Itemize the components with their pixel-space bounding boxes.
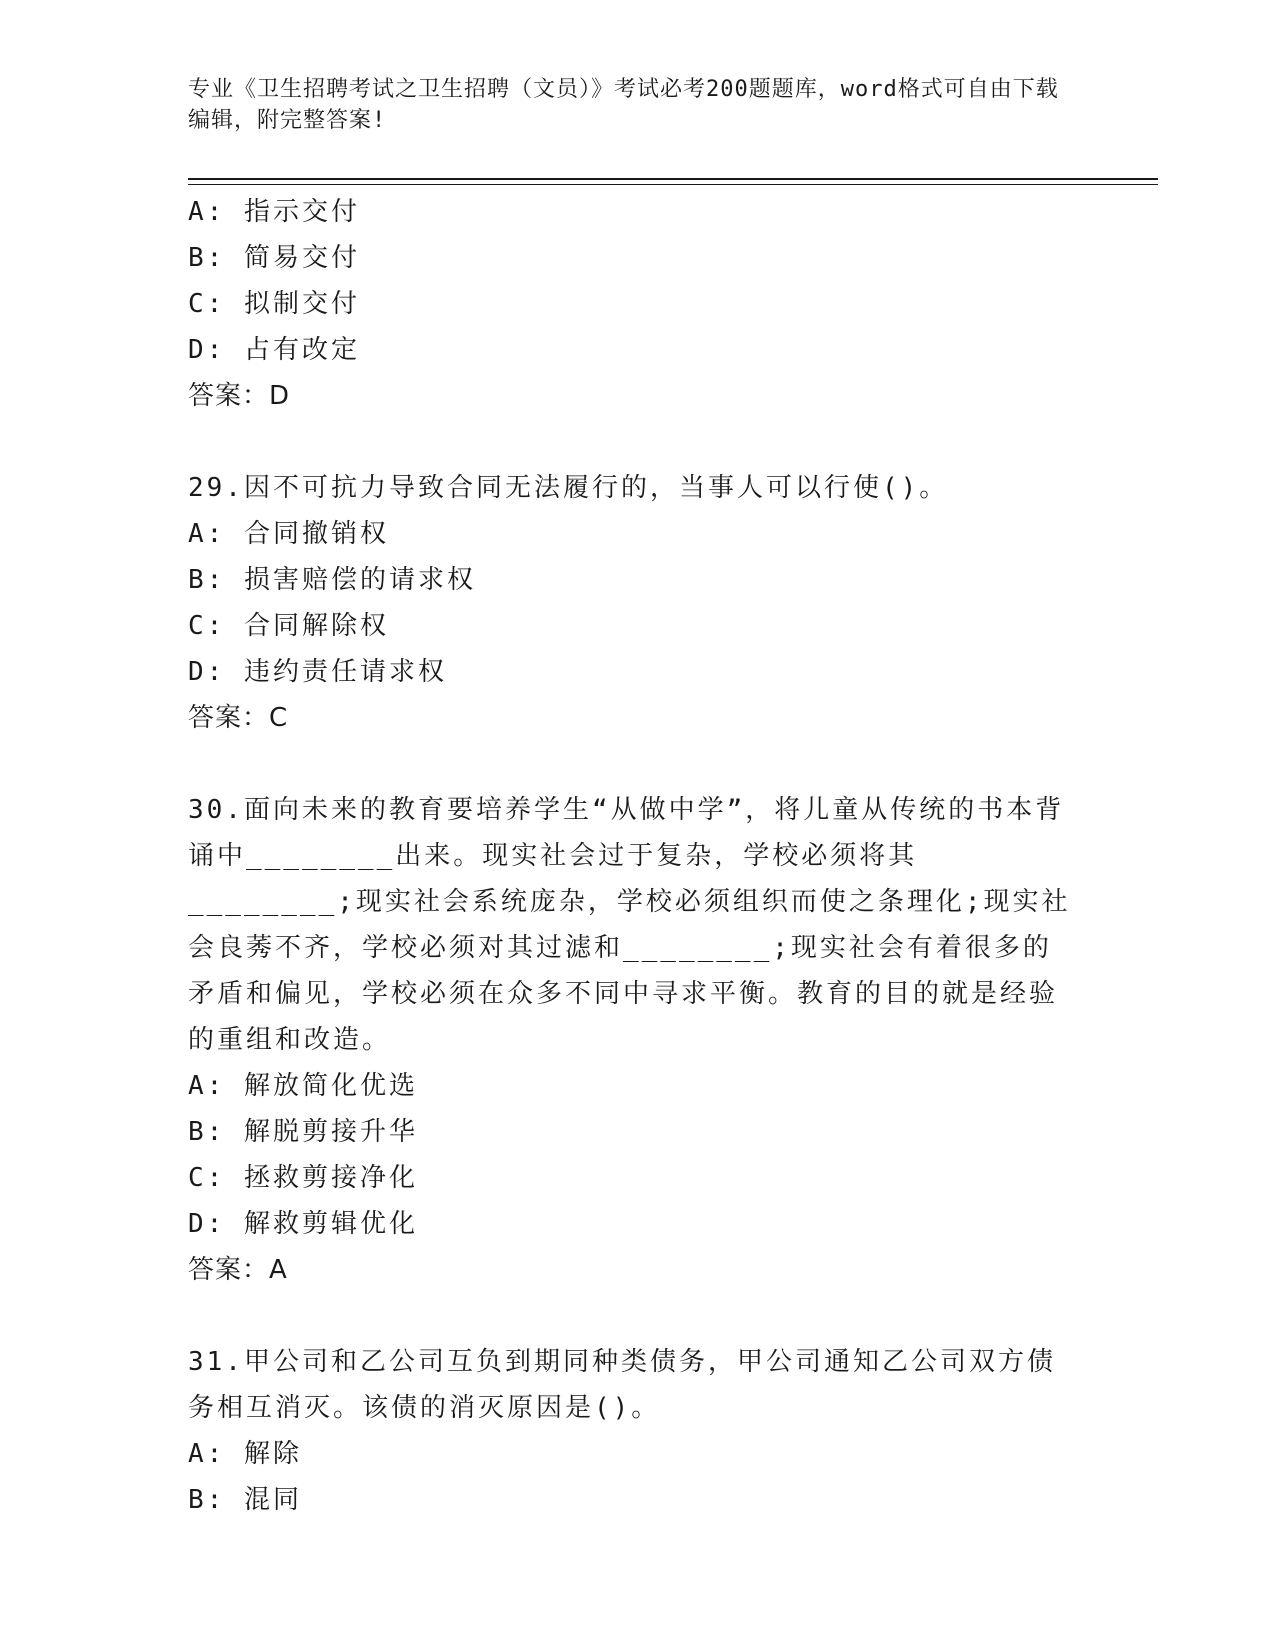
answer-line: 答案：A [188,1255,288,1285]
option-d: D: 违约责任请求权 [188,657,447,687]
option-b: B: 损害赔偿的请求权 [188,565,476,595]
option-c: C: 合同解除权 [188,611,389,641]
option-b: B: 解脱剪接升华 [188,1117,418,1147]
document-header: 专业《卫生招聘考试之卫生招聘（文员）》考试必考200题题库，word格式可自由下载编辑，附完整答案! [188,77,1059,133]
option-c: C: 拟制交付 [188,289,360,319]
question-stem: 30.面向未来的教育要培养学生“从做中学”，将儿童从传统的书本背诵中________出来。现实社会过于复杂，学校必须将其________;现实社会系统庞杂，学校必须组织而使之条理化;现实社会良莠不齐，学校必须对其过滤和________;现实社会有着很多的矛盾和偏见，学校必须在众多不同中寻求平衡。教育的目的就是经验的重组和改造。 [188,795,1071,1055]
question-list [188,189,1078,1523]
answer-line: 答案：C [188,703,289,733]
option-a: A: 解放简化优选 [188,1071,418,1101]
question-31 [188,1339,1078,1523]
question-stem: 31.甲公司和乙公司互负到期同种类债务，甲公司通知乙公司双方债务相互消灭。该债的消灭原因是()。 [188,1347,1056,1423]
answer-line: 答案：D [188,381,291,411]
header-divider-thin [188,184,1158,185]
option-c: C: 拯救剪接净化 [188,1163,418,1193]
question-stem: 29.因不可抗力导致合同无法履行的，当事人可以行使()。 [188,473,949,503]
question-29 [188,465,1078,741]
header-divider-thick [188,178,1158,180]
option-a: A: 指示交付 [188,197,360,227]
question-spacer [188,1293,1078,1339]
option-d: D: 占有改定 [188,335,360,365]
option-b: B: 混同 [188,1485,302,1515]
question-spacer [188,419,1078,465]
option-a: A: 解除 [188,1439,302,1469]
question-spacer [188,741,1078,787]
option-a: A: 合同撤销权 [188,519,389,549]
question-28 [188,189,1078,419]
option-d: D: 解救剪辑优化 [188,1209,418,1239]
question-30 [188,787,1078,1293]
option-b: B: 简易交付 [188,243,360,273]
